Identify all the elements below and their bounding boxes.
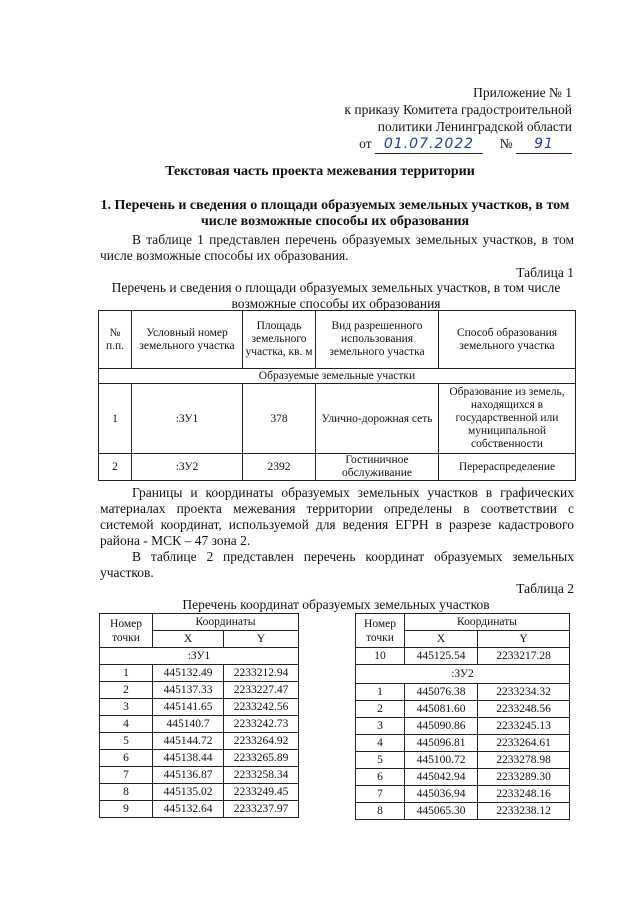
point-number: 6 [100,750,153,767]
coord-y: 2233217.28 [478,648,570,665]
table-row [100,784,299,801]
t1-header-use: Вид разрешенного использования земельного участка [316,311,439,369]
t2l-header-point: Номер точки [100,614,153,648]
t1-header-method: Способ образования земельного участка [439,311,576,369]
appendix-line2: к приказу Комитета градостроительной [344,102,572,117]
coord-x: 445141.65 [153,699,224,716]
coord-y: 2233245.13 [478,718,570,735]
table2-left [99,613,299,818]
table1-caption: Перечень и сведения о площади образуемых земельных участков, в том числе возможные способы их образования [111,280,561,311]
t1-cell: :ЗУ2 [132,454,243,481]
from-label: от [359,136,372,151]
coord-x: 445096.81 [405,735,478,752]
coord-x: 445076.38 [405,684,478,701]
t2l-header-coords: Координаты [153,614,299,631]
coord-x: 445036.94 [405,786,478,803]
point-number: 6 [356,769,405,786]
coord-x: 445137.33 [153,682,224,699]
table-row [356,648,570,665]
appendix-line3: политики Ленинградской области [377,119,572,134]
appendix-date-line [344,135,572,154]
t1-cell: 1 [99,384,132,454]
t1-cell: 2392 [243,454,316,481]
t2r-header-x: X [405,631,478,648]
t1-header-id: Условный номер земельного участка [132,311,243,369]
table-row [356,735,570,752]
point-number: 3 [100,699,153,716]
t1-header-num: № п.п. [99,311,132,369]
coord-x: 445132.64 [153,801,224,818]
point-number: 8 [100,784,153,801]
table-row [356,752,570,769]
point-number: 7 [356,786,405,803]
coord-y: 2233258.34 [224,767,299,784]
coord-x: 445144.72 [153,733,224,750]
table-row [100,767,299,784]
coord-y: 2233249.45 [224,784,299,801]
t1-cell: 2 [99,454,132,481]
point-number: 3 [356,718,405,735]
coord-x: 445065.30 [405,803,478,820]
coord-y: 2233234.32 [478,684,570,701]
t1-cell: Образование из земель, находящихся в государственной или муниципальной собственности [439,384,576,454]
t1-group-row: Образуемые земельные участки [99,369,576,384]
table-row [356,718,570,735]
table-row [99,384,576,454]
coord-x: 445138.44 [153,750,224,767]
t1-cell: 378 [243,384,316,454]
table-row [356,701,570,718]
number-label: № [499,136,513,151]
table2-label: Таблица 2 [516,581,574,596]
t2l-group: :ЗУ1 [100,648,299,665]
point-number: 1 [356,684,405,701]
coord-y: 2233237.97 [224,801,299,818]
table1-label: Таблица 1 [516,265,574,280]
table-row [100,733,299,750]
table-row [356,684,570,701]
coord-y: 2233248.56 [478,701,570,718]
coord-x: 445042.94 [405,769,478,786]
t2l-body [100,665,299,818]
t1-header-area: Площадь земельного участка, кв. м [243,311,316,369]
point-number: 1 [100,665,153,682]
coord-x: 445132.49 [153,665,224,682]
t2l-header-x: X [153,631,224,648]
coord-x: 445136.87 [153,767,224,784]
coord-y: 2233278.98 [478,752,570,769]
t1-cell: Улично-дорожная сеть [316,384,439,454]
point-number: 5 [100,733,153,750]
coord-y: 2233289.30 [478,769,570,786]
coord-y: 2233227.47 [224,682,299,699]
table-row [356,786,570,803]
table2-right [355,613,570,820]
paragraph-table2-intro: В таблице 2 представлен перечень координат образуемых земельных участков. [100,549,574,580]
table-row [356,803,570,820]
point-number: 2 [356,701,405,718]
point-number: 2 [100,682,153,699]
table2-caption: Перечень координат образуемых земельных участков [182,597,490,612]
t1-cell: Гостиничное обслуживание [316,454,439,481]
table-row [100,682,299,699]
section1-heading: 1. Перечень и сведения о площади образуемых земельных участков, в том числе возможные способы их образования [100,198,570,229]
coord-y: 2233248.16 [478,786,570,803]
table-row [100,716,299,733]
document-title: Текстовая часть проекта межевания территории [165,164,475,179]
point-number: 4 [356,735,405,752]
coord-x: 445140.7 [153,716,224,733]
handwritten-number: 91 [516,136,572,154]
appendix-block [344,84,572,154]
t2r-group: :ЗУ2 [356,665,570,684]
coord-x: 445100.72 [405,752,478,769]
point-number: 10 [356,648,405,665]
table-row [100,665,299,682]
appendix-line1: Приложение № 1 [473,85,572,100]
coord-x: 445081.60 [405,701,478,718]
table-row [100,801,299,818]
table1 [98,310,576,481]
table-row [356,769,570,786]
t2r-header-coords: Координаты [405,614,570,631]
t2r-pre-body [356,648,570,665]
point-number: 9 [100,801,153,818]
coord-y: 2233242.56 [224,699,299,716]
coord-y: 2233264.61 [478,735,570,752]
table-row [99,454,576,481]
point-number: 7 [100,767,153,784]
coord-x: 445125.54 [405,648,478,665]
table-row [100,699,299,716]
paragraph-coordinates: Границы и координаты образуемых земельных участков в графических материалах проекта межевания территории определены в соответствии с системой координат, используемой для ведения ЕГРН в разрезе кадастрового района - МСК – 47 зона 2. [100,485,574,548]
point-number: 8 [356,803,405,820]
t1-cell: :ЗУ1 [132,384,243,454]
t2r-body [356,684,570,820]
coord-y: 2233265.89 [224,750,299,767]
coord-y: 2233212.94 [224,665,299,682]
coord-x: 445135.02 [153,784,224,801]
point-number: 5 [356,752,405,769]
table-row [100,750,299,767]
coord-x: 445090.86 [405,718,478,735]
coord-y: 2233264.92 [224,733,299,750]
t1-cell: Перераспределение [439,454,576,481]
handwritten-date: 01.07.2022 [375,136,483,154]
t2r-header-y: Y [478,631,570,648]
t2l-header-y: Y [224,631,299,648]
t2r-header-point: Номер точки [356,614,405,648]
section1-intro: В таблице 1 представлен перечень образуемых земельных участков, в том числе возможные способы их образования. [100,232,574,263]
coord-y: 2233242.73 [224,716,299,733]
point-number: 4 [100,716,153,733]
coord-y: 2233238.12 [478,803,570,820]
